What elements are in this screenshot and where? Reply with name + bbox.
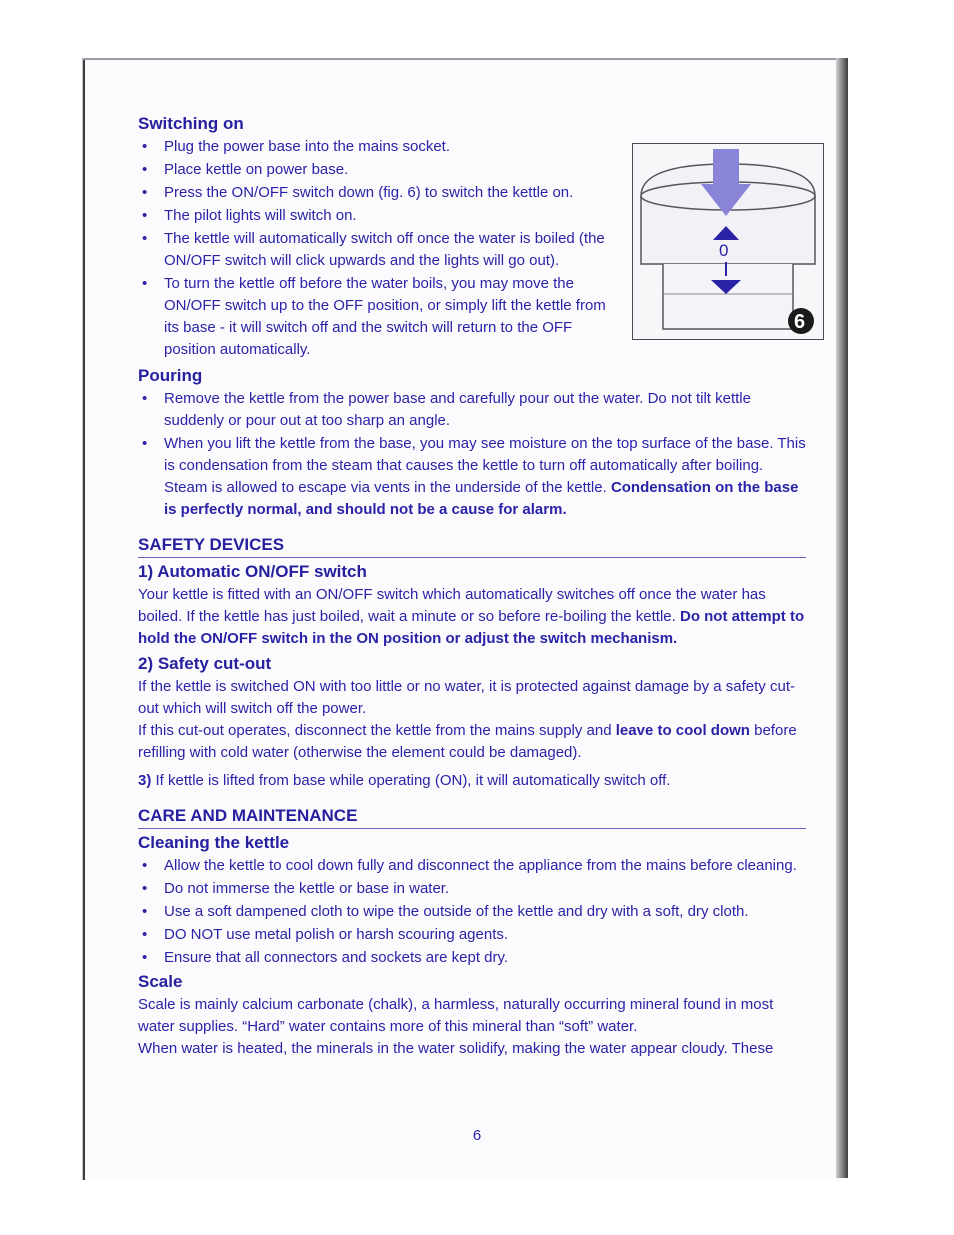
list-item: • Plug the power base into the mains socket. (138, 136, 806, 158)
pouring-note-text: When you lift the kettle from the base, you may see moisture on the top surface of the base. This is condensation from the steam that causes the kettle to turn off automatically after boiling. Steam is allowed to escape via vents in the underside of the kettle. (164, 435, 806, 496)
list-item: • Press the ON/OFF switch down (fig. 6) to switch the kettle on. (138, 182, 806, 204)
pouring-list (138, 388, 806, 521)
page-number: 6 (472, 1127, 482, 1144)
list-item: • Use a soft dampened cloth to wipe the outside of the kettle and dry with a soft, dry cloth. (138, 901, 806, 923)
lift-paragraph (138, 770, 806, 792)
scale-paragraph-1: Scale is mainly calcium carbonate (chalk), a harmless, naturally occurring mineral found in most water supplies. “Hard” water contains more of this mineral than “soft” water. (138, 996, 774, 1035)
cutout-text-c: before refilling with cold water (otherwise the element could be damaged). (138, 722, 797, 761)
figure-number: 6 (794, 311, 806, 333)
cutout-paragraph-2 (138, 720, 806, 764)
cleaning-heading: Cleaning the kettle (138, 833, 290, 852)
list-item: • To turn the kettle off before the water boils, you may move the ON/OFF switch up to the OFF position, or simply lift the kettle from its base - it will switch off and the switch will return to the OFF position automatically. (138, 273, 624, 361)
switching-on-heading: Switching on (138, 114, 244, 133)
care-heading: CARE AND MAINTENANCE (138, 804, 806, 829)
list-item: • Ensure that all connectors and sockets are kept dry. (138, 947, 806, 969)
pouring-heading: Pouring (138, 366, 203, 385)
list-item: • Place kettle on power base. (138, 159, 806, 181)
list-item (138, 433, 806, 521)
switching-on-list (138, 136, 806, 361)
auto-switch-warning: Do not attempt to hold the ON/OFF switch in the ON position or adjust the switch mechanism. (138, 608, 805, 647)
auto-switch-paragraph (138, 584, 806, 650)
safety-cutout-heading: 2) Safety cut-out (138, 654, 272, 673)
lift-number: 3) (138, 772, 152, 789)
scale-paragraph-2: When water is heated, the minerals in the water solidify, making the water appear cloudy. These (138, 1040, 774, 1057)
auto-switch-heading: 1) Automatic ON/OFF switch (138, 562, 367, 581)
list-item: • Do not immerse the kettle or base in water. (138, 878, 806, 900)
lift-text: If kettle is lifted from base while operating (ON), it will automatically switch off. (155, 772, 671, 789)
cutout-paragraph-1: If the kettle is switched ON with too little or no water, it is protected against damage by a safety cut-out which will switch off the power. (138, 678, 795, 717)
list-item: • DO NOT use metal polish or harsh scouring agents. (138, 924, 806, 946)
safety-devices-heading: SAFETY DEVICES (138, 533, 806, 558)
pouring-note-bold: Condensation on the base is perfectly normal, and should not be a cause for alarm. (164, 479, 799, 518)
list-item: • The pilot lights will switch on. (138, 205, 806, 227)
list-item: • The kettle will automatically switch off once the water is boiled (the ON/OFF switch will click upwards and the lights will go out). (138, 228, 624, 272)
switch-zero-label: 0 (719, 241, 729, 260)
page-edge (836, 58, 848, 1178)
list-item: • Remove the kettle from the power base and carefully pour out the water. Do not tilt kettle suddenly or pour out at too sharp an angle. (138, 388, 806, 432)
cleaning-list (138, 855, 806, 969)
cutout-text-a: If this cut-out operates, disconnect the kettle from the mains supply and (138, 722, 612, 739)
list-item: • Allow the kettle to cool down fully and disconnect the appliance from the mains before cleaning. (138, 855, 806, 877)
page-content (138, 112, 806, 1060)
scale-heading: Scale (138, 972, 183, 991)
auto-switch-text: Your kettle is fitted with an ON/OFF switch which automatically switches off once the water has boiled. If the kettle has just boiled, wait a minute or so before re-boiling the kettle. (138, 586, 766, 625)
cutout-text-bold: leave to cool down (615, 722, 750, 739)
